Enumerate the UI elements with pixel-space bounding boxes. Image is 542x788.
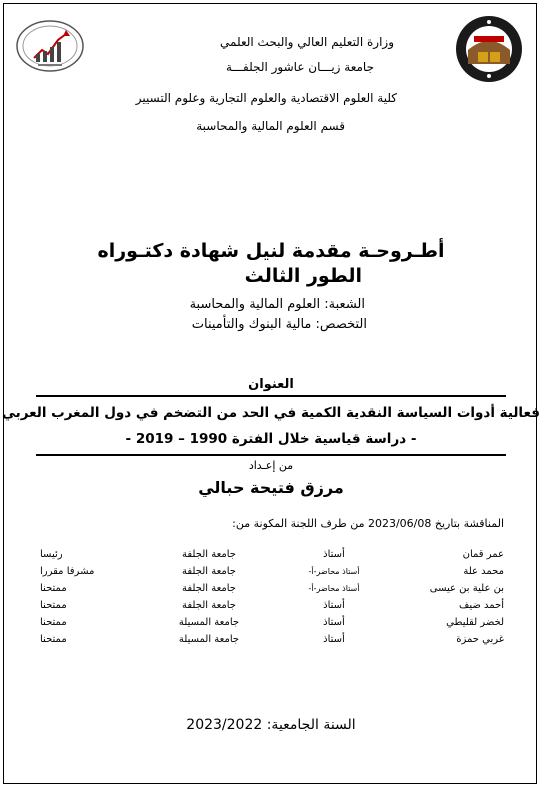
member-name: بن علية بن عيسى [429,583,504,594]
top-divider [36,395,506,397]
member-university: جامعة الجلفة [182,549,236,560]
member-role: ممتحنا [40,583,67,594]
university-logo [454,14,524,84]
committee-row [40,580,504,597]
member-role: ممتحنا [40,634,67,645]
subject-heading: العنوان [248,377,294,392]
faculty-line: كلية العلوم الاقتصادية والعلوم التجارية وعلوم التسيير [135,91,397,105]
department-line: قسم العلوم المالية والمحاسبة [196,119,345,133]
member-rank: أستاذ [323,600,345,611]
specialty-line: التخصص: مالية البنوك والتأمينات [191,317,367,332]
subject-subtitle: - دراسة قياسية خلال الفترة 1990 – 2019 - [125,431,417,447]
member-name: لخضر لقليطي [446,617,504,628]
member-university: جامعة المسيلة [178,634,240,645]
branch-line: الشعبة: العلوم المالية والمحاسبة [189,297,365,312]
thesis-level: الطور الثالث [244,265,362,287]
thesis-title: أطـروحـة مقدمة لنيل شهادة دكتـوراه [97,240,445,262]
member-university: جامعة المسيلة [178,617,240,628]
subject-title: فعالية أدوات السياسة النقدية الكمية في الحد من التضخم في دول المغرب العربي [2,405,540,421]
member-rank: أستاذ [323,549,345,560]
committee-row [40,563,504,580]
member-university: جامعة الجلفة [182,600,236,611]
member-name: أحمد ضيف [458,600,504,611]
member-university: جامعة الجلفة [182,566,236,577]
committee-intro: المناقشة بتاريخ 2023/06/08 من طرف اللجنة المكونة من: [232,517,504,530]
author-name: مرزق فتيحة حبالي [198,478,344,497]
bottom-divider [36,454,506,456]
committee-table [40,546,504,648]
member-name: محمد علة [463,566,504,577]
member-role: رئيسا [40,549,63,560]
committee-row [40,597,504,614]
committee-row [40,631,504,648]
member-role: مشرفا مقررا [40,566,95,577]
prepared-by-label: من إعـداد [248,459,294,472]
academic-year: السنة الجامعية: 2023/2022 [186,717,356,733]
committee-row [40,546,504,563]
university-line: جامعة زيـــان عاشور الجلفـــة [226,60,374,74]
member-rank: أستاذ [323,617,345,628]
member-university: جامعة الجلفة [182,583,236,594]
ministry-line: وزارة التعليم العالي والبحث العلمي [220,35,394,49]
member-name: غربي حمزة [456,634,504,645]
member-role: ممتحنا [40,617,67,628]
member-name: عمر قمان [462,549,504,560]
faculty-logo [14,18,86,74]
member-role: ممتحنا [40,600,67,611]
committee-row [40,614,504,631]
member-rank: أستاذ محاضر-أ- [308,567,360,576]
member-rank: أستاذ [323,634,345,645]
member-rank: أستاذ محاضر-أ- [308,584,360,593]
